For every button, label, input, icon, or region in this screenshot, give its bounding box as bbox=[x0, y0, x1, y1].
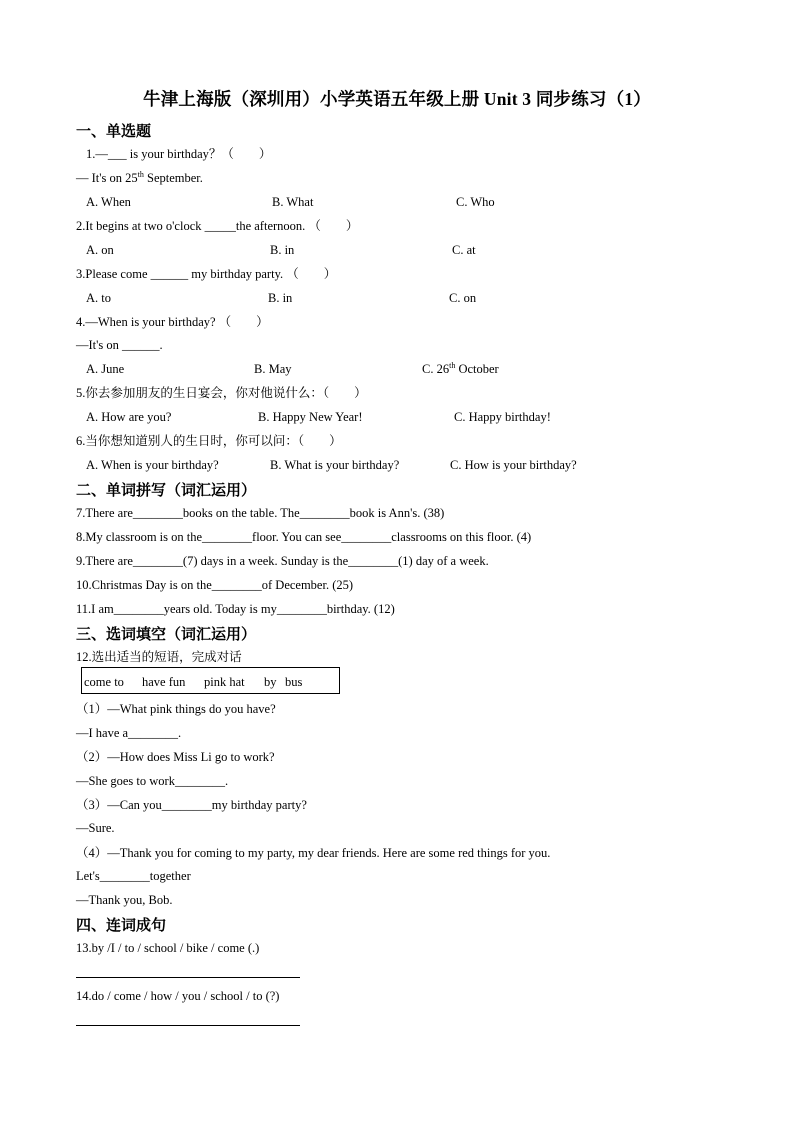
question-5-option-b: B. Happy New Year! bbox=[258, 410, 363, 424]
question-3-stem: 3.Please come ______ my birthday party. （ ） bbox=[76, 267, 337, 281]
question-7: 7.There are________books on the table. The________book is Ann's. (38) bbox=[76, 506, 445, 520]
word-bank-item: have fun bbox=[142, 675, 186, 689]
dialogue-2-question: （2）—How does Miss Li go to work? bbox=[76, 750, 275, 764]
section-heading-4: 四、连词成句 bbox=[76, 918, 167, 934]
word-bank-item: bus bbox=[285, 675, 303, 689]
question-3-option-c: C. on bbox=[449, 291, 477, 305]
question-9: 9.There are________(7) days in a week. Sunday is the________(1) day of a week. bbox=[76, 554, 489, 568]
section-heading-1: 一、单选题 bbox=[76, 124, 152, 140]
dialogue-1-question: （1）—What pink things do you have? bbox=[76, 702, 276, 716]
question-2-stem: 2.It begins at two o'clock _____the afternoon. （ ） bbox=[76, 219, 359, 233]
question-1-option-a: A. When bbox=[86, 195, 131, 209]
question-1-stem: 1.—___ is your birthday？（ ） bbox=[86, 147, 272, 161]
question-8: 8.My classroom is on the________floor. You can see________classrooms on this floor. (4) bbox=[76, 530, 532, 544]
question-3-option-a: A. to bbox=[86, 291, 111, 305]
question-4-option-a: A. June bbox=[86, 362, 125, 376]
question-2-option-b: B. in bbox=[270, 243, 295, 257]
section-heading-3: 三、选词填空（词汇运用） bbox=[76, 627, 257, 643]
page-title: 牛津上海版（深圳用）小学英语五年级上册 Unit 3 同步练习（1） bbox=[143, 89, 651, 109]
question-6-stem: 6.当你想知道别人的生日时，你可以问：（ ） bbox=[76, 434, 342, 448]
question-11: 11.I am________years old. Today is my________birthday. (12) bbox=[76, 602, 395, 616]
question-4-prompt: —It's on ______. bbox=[76, 338, 163, 352]
section-heading-2: 二、单词拼写（词汇运用） bbox=[76, 483, 257, 499]
dialogue-1-answer: —I have a________. bbox=[76, 726, 182, 740]
question-2-option-a: A. on bbox=[86, 243, 114, 257]
question-3-option-b: B. in bbox=[268, 291, 293, 305]
question-5-option-a: A. How are you? bbox=[86, 410, 172, 424]
dialogue-4-answer: Let's________together bbox=[76, 869, 191, 883]
question-4-stem: 4.—When is your birthday? （ ） bbox=[76, 315, 269, 329]
question-5-stem: 5.你去参加朋友的生日宴会，你对他说什么：（ ） bbox=[76, 386, 367, 400]
question-13: 13.by /I / to / school / bike / come (.) bbox=[76, 941, 260, 955]
word-bank-box bbox=[81, 667, 340, 694]
question-4-option-c: C. 26th October bbox=[422, 360, 499, 376]
dialogue-4-reply: —Thank you, Bob. bbox=[76, 893, 173, 907]
question-10: 10.Christmas Day is on the________of December. (25) bbox=[76, 578, 354, 592]
word-bank-item: by bbox=[264, 675, 277, 689]
word-bank-item: come to bbox=[84, 675, 124, 689]
dialogue-2-answer: —She goes to work________. bbox=[76, 774, 229, 788]
word-bank-item: pink hat bbox=[204, 675, 245, 689]
answer-line-14 bbox=[76, 1025, 300, 1026]
dialogue-3-answer: —Sure. bbox=[76, 821, 115, 835]
question-6-option-c: C. How is your birthday? bbox=[450, 458, 577, 472]
question-4-option-b: B. May bbox=[254, 362, 292, 376]
question-1-option-c: C. Who bbox=[456, 195, 495, 209]
question-6-option-a: A. When is your birthday? bbox=[86, 458, 219, 472]
question-12-stem: 12.选出适当的短语，完成对话 bbox=[76, 650, 242, 664]
dialogue-3-question: （3）—Can you________my birthday party? bbox=[76, 798, 307, 812]
question-1-prompt: — It's on 25th September. bbox=[76, 169, 203, 185]
question-5-option-c: C. Happy birthday! bbox=[454, 410, 551, 424]
dialogue-4-question: （4）—Thank you for coming to my party, my dear friends. Here are some red things for you. bbox=[76, 846, 551, 860]
answer-line-13 bbox=[76, 977, 300, 978]
question-2-option-c: C. at bbox=[452, 243, 476, 257]
question-14: 14.do / come / how / you / school / to (?) bbox=[76, 989, 280, 1003]
question-6-option-b: B. What is your birthday? bbox=[270, 458, 400, 472]
question-1-option-b: B. What bbox=[272, 195, 314, 209]
